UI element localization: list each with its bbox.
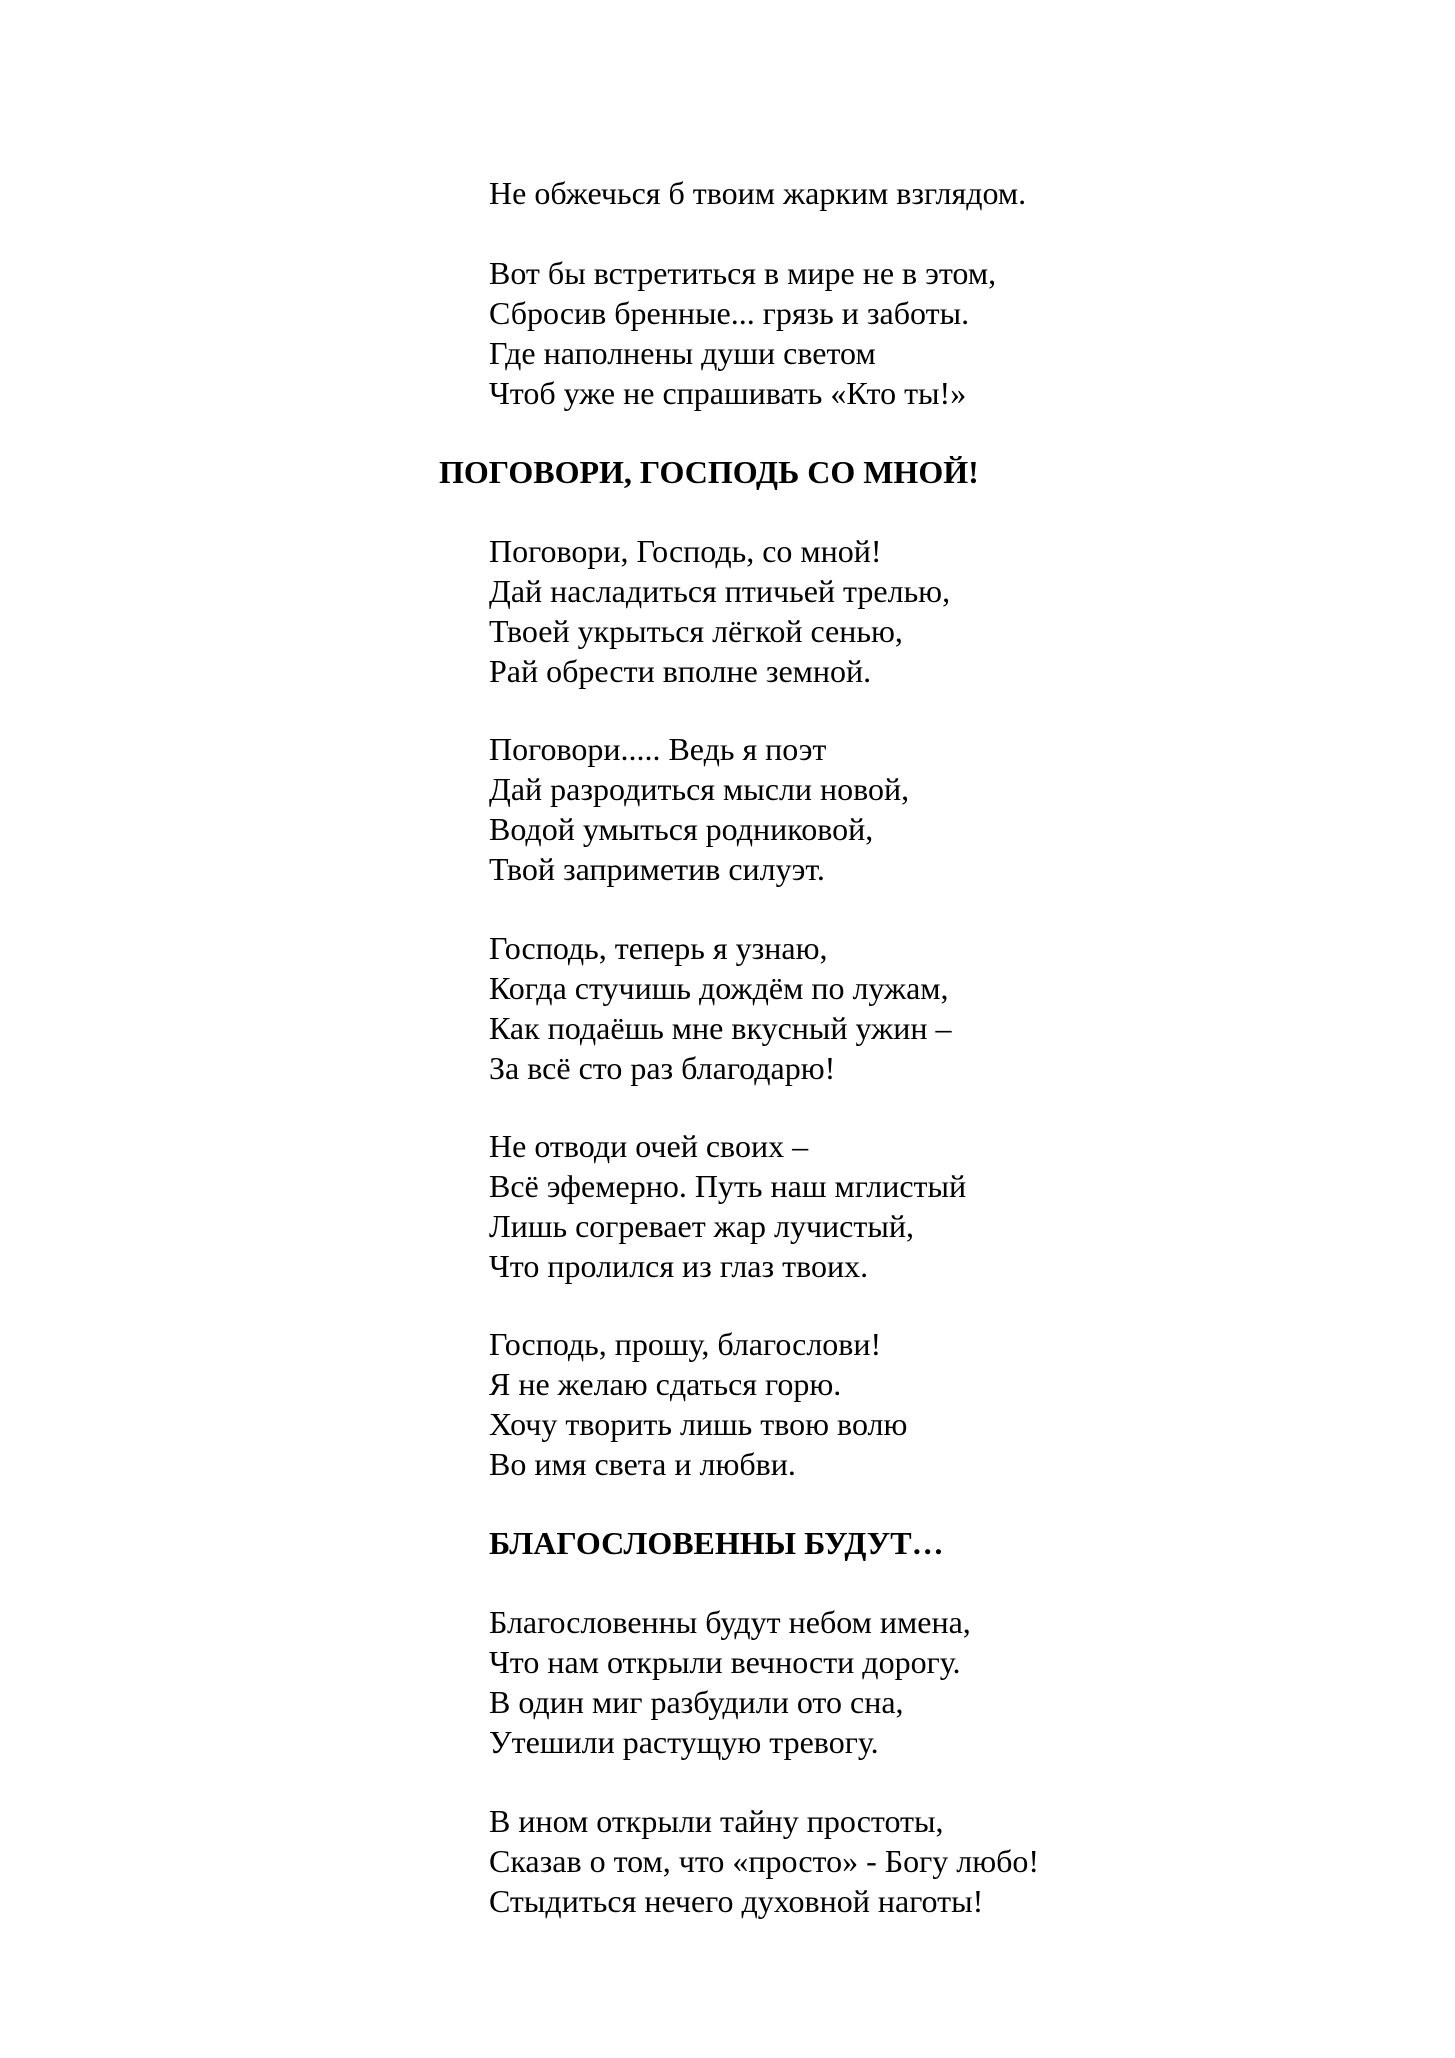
poem-line: В ином открыли тайну простоты, xyxy=(489,1803,944,1839)
poem-line: Во имя света и любви. xyxy=(489,1446,796,1482)
poem-line: Когда стучишь дождём по лужам, xyxy=(489,970,949,1006)
poem-line: Хочу творить лишь твою волю xyxy=(489,1406,908,1442)
poem-line: Господь, теперь я узнаю, xyxy=(489,930,828,966)
poem-line: За всё сто раз благодарю! xyxy=(489,1050,836,1086)
poem-line: Вот бы встретиться в мире не в этом, xyxy=(489,255,997,291)
poem-line: В один миг разбудили ото сна, xyxy=(489,1684,904,1720)
poem-line: Рай обрести вполне земной. xyxy=(489,653,872,689)
poem-line: Чтоб уже не спрашивать «Кто ты!» xyxy=(489,375,967,411)
poem-line: Поговори, Господь, со мной! xyxy=(489,533,882,569)
poem-line: Дай разродиться мысли новой, xyxy=(489,771,910,807)
poem-line: Дай насладиться птичьей трелью, xyxy=(489,573,951,609)
poem-line: Как подаёшь мне вкусный ужин – xyxy=(489,1010,952,1046)
poem-line: Лишь согревает жар лучистый, xyxy=(489,1208,914,1244)
poem-line: Твой заприметив силуэт. xyxy=(489,851,825,887)
poem-title: БЛАГОСЛОВЕННЫ БУДУТ… xyxy=(489,1525,944,1561)
poem-line: Не отводи очей своих – xyxy=(489,1128,809,1164)
poem-line: Что пролился из глаз твоих. xyxy=(489,1248,869,1284)
poem-line: Сказав о том, что «просто» - Богу любо! xyxy=(489,1843,1040,1879)
poem-line: Господь, прошу, благослови! xyxy=(489,1326,882,1362)
poem-line: Не обжечься б твоим жарким взглядом. xyxy=(489,175,1027,211)
poem-line: Утешили растущую тревогу. xyxy=(489,1724,879,1760)
poem-line: Что нам открыли вечности дорогу. xyxy=(489,1644,961,1680)
poem-line: Где наполнены души светом xyxy=(489,335,876,371)
poem-line: Твоей укрыться лёгкой сенью, xyxy=(489,613,903,649)
poem-title: ПОГОВОРИ, ГОСПОДЬ СО МНОЙ! xyxy=(439,454,979,490)
poem-line: Стыдиться нечего духовной наготы! xyxy=(489,1883,984,1919)
poem-line: Водой умыться родниковой, xyxy=(489,811,874,847)
poem-line: Поговори..... Ведь я поэт xyxy=(489,731,827,767)
poem-line: Я не желаю сдаться горю. xyxy=(489,1366,842,1402)
poem-line: Сбросив бренные... грязь и заботы. xyxy=(489,295,970,331)
poem-line: Благословенны будут небом имена, xyxy=(489,1604,971,1640)
poem-line: Всё эфемерно. Путь наш мглистый xyxy=(489,1168,967,1204)
